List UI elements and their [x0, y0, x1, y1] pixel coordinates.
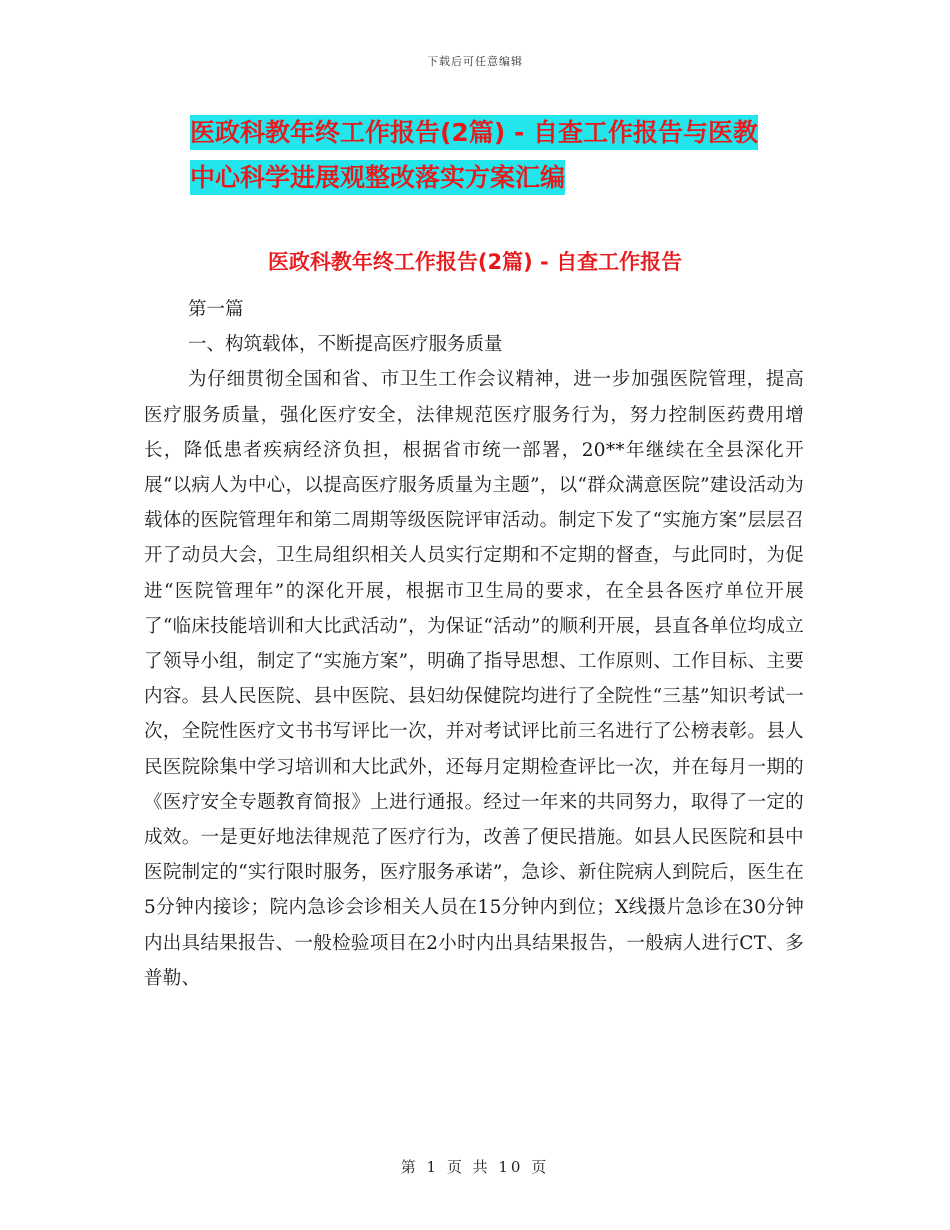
document-title-line-2 — [0, 158, 950, 194]
document-title-line-1 — [0, 113, 950, 149]
document-title-text-1: 医政科教年终工作报告(2篇) - 自查工作报告与医教 — [190, 115, 758, 150]
paragraph-1: 为仔细贯彻全国和省、市卫生工作会议精神，进一步加强医院管理，提高医疗服务质量，强化医疗安全，法律规范医疗服务行为，努力控制医药费用增长，降低患者疾病经济负担，根据省市统一部署，20**年继续在全县深化开展“以病人为中心，以提高医疗服务质量为主题”，以“群众满意医院”建设活动为载体的医院管理年和第二周期等级医院评审活动。制定下发了“实施方案”层层召开了动员大会，卫生局组织相关人员实行定期和不定期的督查，与此同时，为促进“医院管理年”的深化开展，根据市卫生局的要求，在全县各医疗单位开展了“临床技能培训和大比武活动”，为保证“活动”的顺利开展，县直各单位均成立了领导小组，制定了“实施方案”，明确了指导思想、工作原则、工作目标、主要内容。县人民医院、县中医院、县妇幼保健院均进行了全院性“三基”知识考试一次，全院性医疗文书书写评比一次，并对考试评比前三名进行了公榜表彰。县人民医院除集中学习培训和大比武外，还每月定期检查评比一次，并在每月一期的《医疗安全专题教育简报》上进行通报。经过一年来的共同努力，取得了一定的成效。一是更好地法律规范了医疗行为，改善了便民措施。如县人民医院和县中医院制定的“实行限时服务，医疗服务承诺”，急诊、新住院病人到院后，医生在5分钟内接诊；院内急诊会诊相关人员在15分钟内到位；X线摄片急诊在30分钟内出具结果报告、一般检验项目在2小时内出具结果报告，一般病人进行CT、多普勒、 — [144, 369, 804, 989]
heading-1: 一、构筑载体，不断提高医疗服务质量 — [188, 334, 503, 356]
header-note: 下载后可任意编辑 — [427, 55, 523, 68]
section-subtitle: 医政科教年终工作报告(2篇) - 自查工作报告 — [267, 250, 683, 274]
document-body — [144, 292, 804, 996]
document-title-text-2: 中心科学进展观整改落实方案汇编 — [190, 160, 565, 195]
page-footer: 第 1 页 共 10 页 — [400, 1158, 550, 1176]
section-label: 第一篇 — [188, 299, 244, 320]
